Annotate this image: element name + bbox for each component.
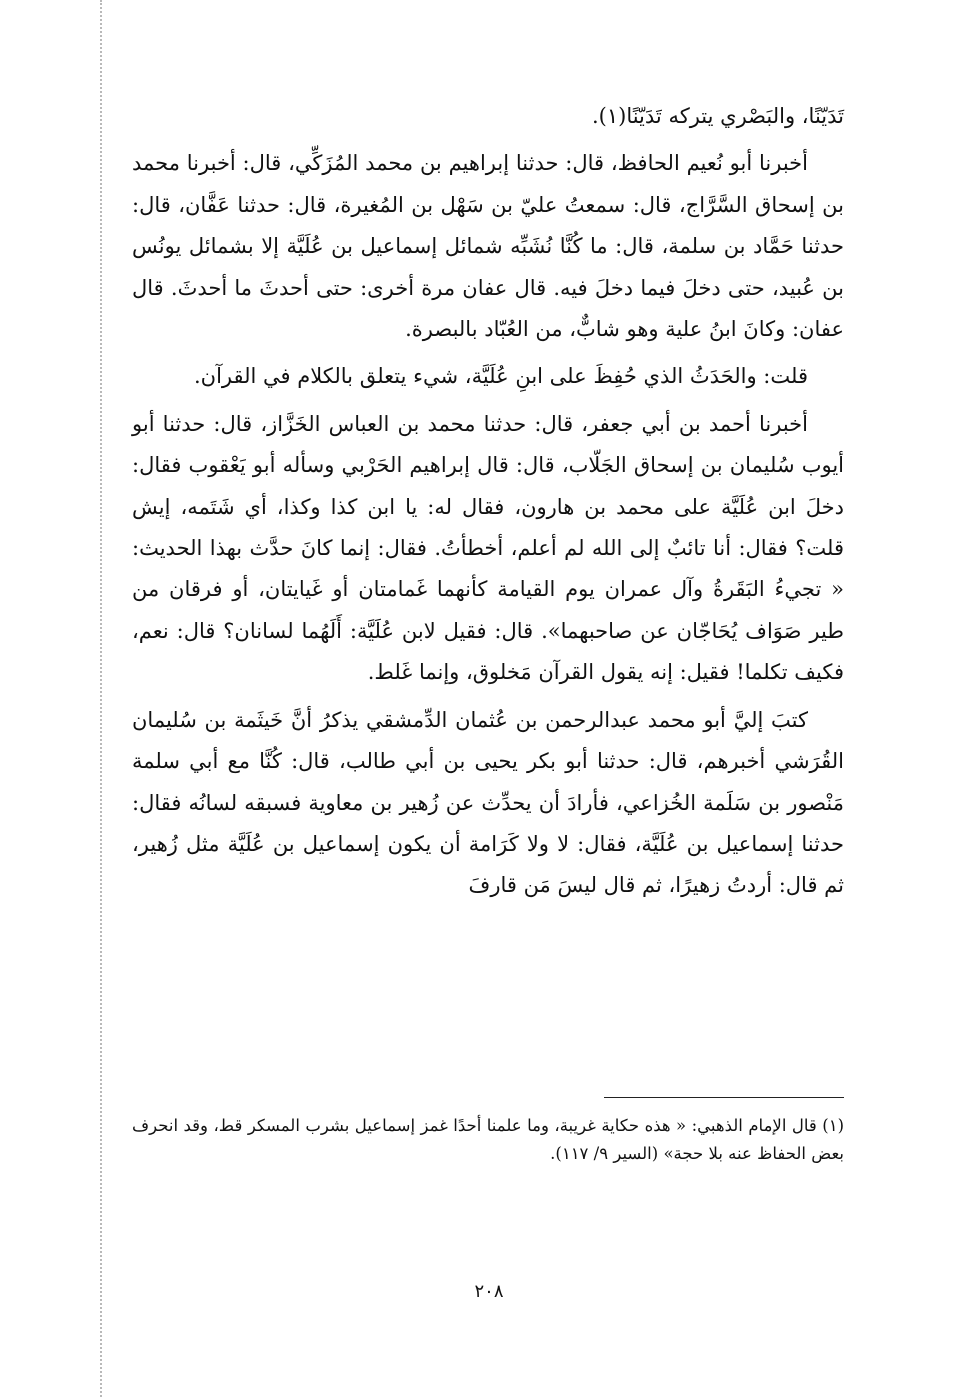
footnote-separator-rule xyxy=(604,1097,844,1098)
paragraph-abu-nuaim: أخبرنا أبو نُعيم الحافظ، قال: حدثنا إبراهيم بن محمد المُزَكِّي، قال: أخبرنا محمد بن إسحاق السَّرَّاج، قال: سمعتُ عليّ بن سَهْل بن المُغيرة، قال: حدثنا عَفَّان، قال: حدثنا حَمَّاد بن سلمة، قال: ما كُنَّا نُشَبِّه شمائل إسماعيل بن عُلَيَّة إلا بشمائل يونُس بن عُبيد، حتى دخلَ فيما دخلَ فيه. قال عفان مرة أخرى: حتى أحدثَ ما أحدثَ. قال عفان: وكانَ ابنُ علية وهو شابٌّ، من العُبّاد بالبصرة. xyxy=(132,151,844,342)
footnote xyxy=(132,1112,844,1168)
paragraph-ahmad-ibn-abi-jafar: أخبرنا أحمد بن أبي جعفر، قال: حدثنا محمد بن العباس الخَزَّاز، قال: حدثنا أبو أيوب سُليمان بن إسحاق الجَلّاب، قال: قال إبراهيم الحَرْبي وسأله أبو يَعْقوب فقال: دخلَ ابن عُلَيَّة على محمد بن هارون، فقال له: يا ابن كذا وكذا، أي شَتَمه، إيش قلت؟ فقال: أنا تائبٌ إلى الله لم أعلم، أخطأتُ. فقال: إنما كانَ حدَّث بهذا الحديث: « تجيءُ البَقَرةُ وآل عمران يوم القيامة كأنهما غَمامتان أو غَيايتان، أو فرقان من طير صَوَاف يُحَاجّان عن صاحبهما». قال: فقيل لابن عُلَيَّة: أَلَهُما لسانان؟ قال: نعم، فكيف تكلما! فقيل: إنه يقول القرآن مَخلوق، وإنما غَلط. xyxy=(132,411,844,685)
paragraph-qultu: قلت: والحَدَثُ الذي حُفِظَ على ابنِ عُلَيَّة، شيء يتعلق بالكلام في القرآن. xyxy=(193,364,808,389)
page-number: ٢٠٨ xyxy=(474,1281,504,1302)
paragraph-continuation: تَدَيّنًا، والبَصْري يتركه تَدَيّنًا(١). xyxy=(591,104,844,128)
main-text-body xyxy=(132,96,844,907)
footnote-text: (١) قال الإمام الذهبي: « هذه حكاية غريبة، وما علمنا أحدًا غمز إسماعيل بشرب المسكر قط، وقد انحرف بعض الحفاظ عنه بلا حجة» (السير ٩/ ١١٧). xyxy=(132,1116,844,1163)
page-edge-dotted-line xyxy=(100,0,102,1397)
paragraph-kataba-ilayya: كتبَ إليَّ أبو محمد عبدالرحمن بن عُثمان الدِّمشقي يذكرُ أنَّ خَيثَمة بن سُليمان القُرَشي أخبرهم، قال: حدثنا أبو بكر يحيى بن أبي طالب، قال: كُنَّا مع أبي سلمة مَنْصور بن سَلَمة الخُزاعي، فأرادَ أن يحدِّث عن زُهير بن معاوية فسبقه لسانُه فقال: حدثنا إسماعيل بن عُلَيَّة، فقال: لا ولا كَرَامة أن يكون إسماعيل بن عُلَيَّة مثل زُهير، ثم قال: أردتُ زهيرًا، ثم قال ليسَ مَن قارفَ xyxy=(132,707,844,898)
